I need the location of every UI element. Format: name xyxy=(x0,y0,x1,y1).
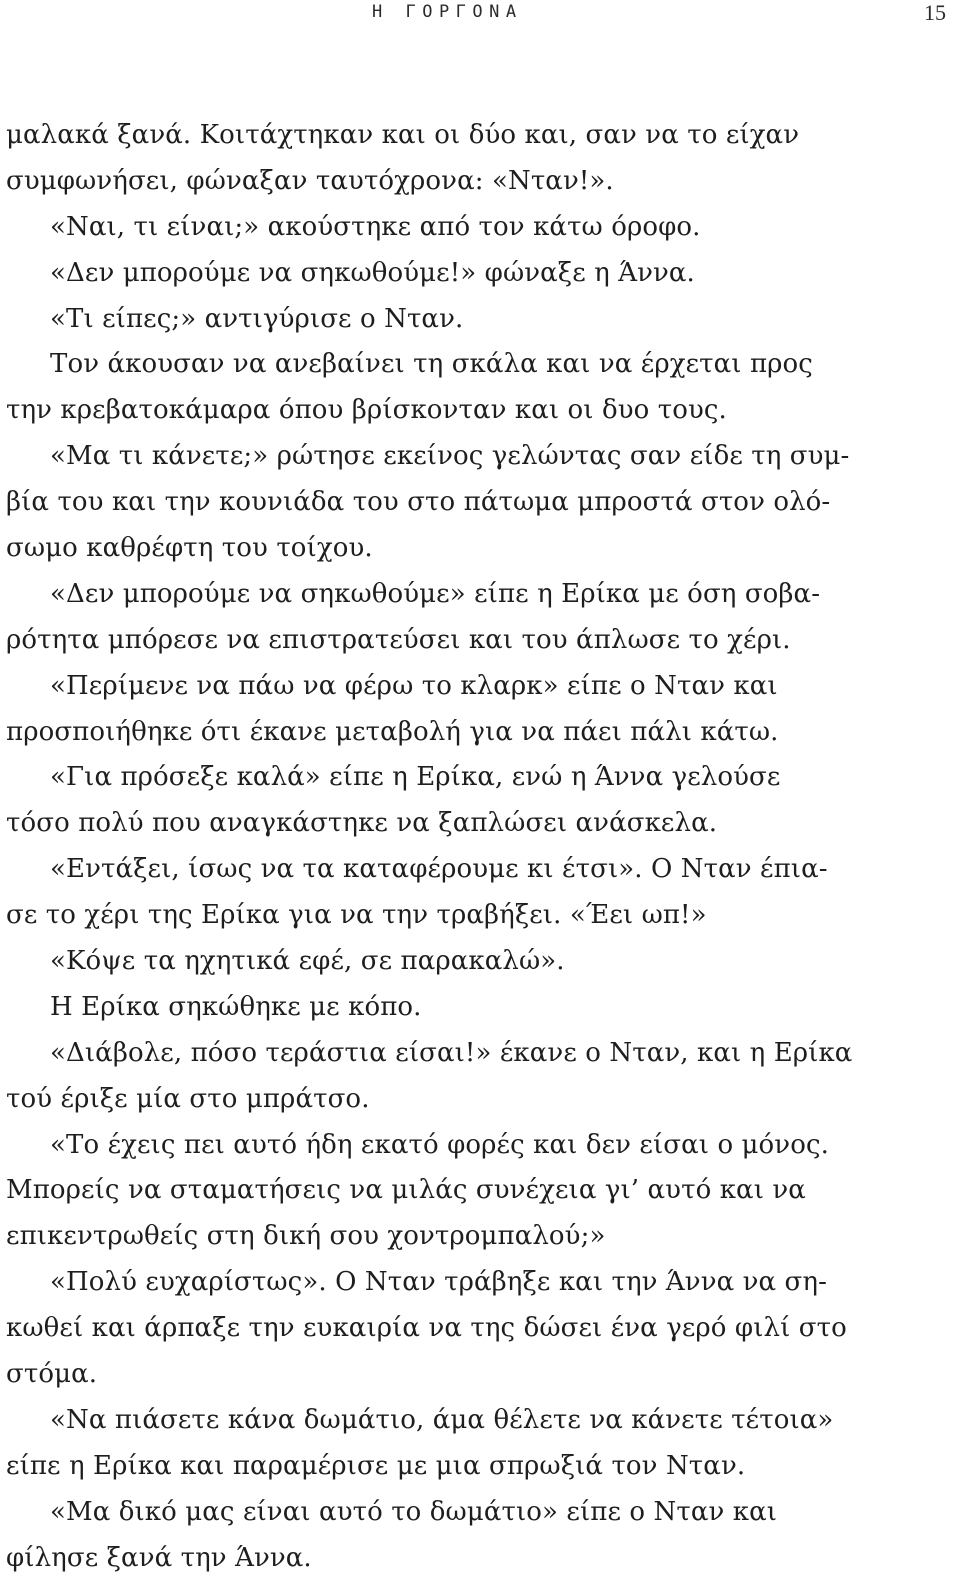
text-line: είπε η Ερίκα και παραμέρισε με μια σπρωξιά τον Νταν. xyxy=(6,1450,746,1481)
text-line: Μπορείς να σταματήσεις να μιλάς συνέχεια γι’ αυτό και να xyxy=(6,1175,806,1206)
text-line: σε το χέρι της Ερίκα για να την τραβήξει. «Έει ωπ!» xyxy=(6,900,707,931)
running-head xyxy=(0,0,960,40)
text-line: επικεντρωθείς στη δική σου χοντρομπαλού;» xyxy=(6,1221,606,1252)
text-line: ρότητα μπόρεσε να επιστρατεύσει και του άπλωσε το χέρι. xyxy=(6,624,791,655)
text-line: «Μα τι κάνετε;» ρώτησε εκείνος γελώντας σαν είδε τη συμ- xyxy=(50,441,850,472)
text-line: «Το έχεις πει αυτό ήδη εκατό φορές και δεν είσαι ο μόνος. xyxy=(50,1129,829,1160)
text-line: τού έριξε μία στο μπράτσο. xyxy=(6,1083,370,1114)
text-line: κωθεί και άρπαξε την ευκαιρία να της δώσει ένα γερό φιλί στο xyxy=(6,1313,847,1344)
text-line: φίλησε ξανά την Άννα. xyxy=(6,1542,312,1573)
text-line: «Να πιάσετε κάνα δωμάτιο, άμα θέλετε να κάνετε τέτοια» xyxy=(50,1404,834,1435)
text-line: «Για πρόσεξε καλά» είπε η Ερίκα, ενώ η Άννα γελούσε xyxy=(50,762,781,793)
text-line: «Διάβολε, πόσο τεράστια είσαι!» έκανε ο Νταν, και η Ερίκα xyxy=(50,1037,853,1068)
text-line: «Τι είπες;» αντιγύρισε ο Νταν. xyxy=(50,303,464,334)
text-line: «Εντάξει, ίσως να τα καταφέρουμε κι έτσι». Ο Νταν έπια- xyxy=(50,854,828,885)
body-text xyxy=(0,113,960,1582)
text-line: την κρεβατοκάμαρα όπου βρίσκονταν και οι δυο τους. xyxy=(6,395,727,426)
text-line: «Κόψε τα ηχητικά εφέ, σε παρακαλώ». xyxy=(50,946,565,977)
text-line: «Πολύ ευχαρίστως». Ο Νταν τράβηξε και την Άννα να ση- xyxy=(50,1267,827,1298)
text-line: «Περίμενε να πάω να φέρω το κλαρκ» είπε ο Νταν και xyxy=(50,670,778,701)
text-line: προσποιήθηκε ότι έκανε μεταβολή για να πάει πάλι κάτω. xyxy=(6,716,779,747)
text-line: Τον άκουσαν να ανεβαίνει τη σκάλα και να έρχεται προς xyxy=(50,349,813,380)
text-line: μαλακά ξανά. Κοιτάχτηκαν και οι δύο και, σαν να το είχαν xyxy=(6,120,800,150)
text-line: «Ναι, τι είναι;» ακούστηκε από τον κάτω όροφο. xyxy=(50,211,701,242)
text-line: «Δεν μπορούμε να σηκωθούμε» είπε η Ερίκα με όση σοβα- xyxy=(50,578,821,609)
text-line: σωμο καθρέφτη του τοίχου. xyxy=(6,533,373,564)
text-line: συμφωνήσει, φώναξαν ταυτόχρονα: «Νταν!». xyxy=(6,165,614,196)
text-line: τόσο πολύ που αναγκάστηκε να ξαπλώσει ανάσκελα. xyxy=(6,808,718,839)
text-line: βία του και την κουνιάδα του στο πάτωμα μπροστά στον ολό- xyxy=(6,487,831,518)
book-title: Η ΓΟΡΓΟΝΑ xyxy=(372,2,523,22)
text-line: «Δεν μπορούμε να σηκωθούμε!» φώναξε η Άννα. xyxy=(50,257,695,288)
text-line: στόμα. xyxy=(6,1359,98,1390)
page-number: 15 xyxy=(924,0,946,25)
text-line: Η Ερίκα σηκώθηκε με κόπο. xyxy=(50,991,422,1022)
text-line: «Μα δικό μας είναι αυτό το δωμάτιο» είπε ο Νταν και xyxy=(50,1496,778,1527)
